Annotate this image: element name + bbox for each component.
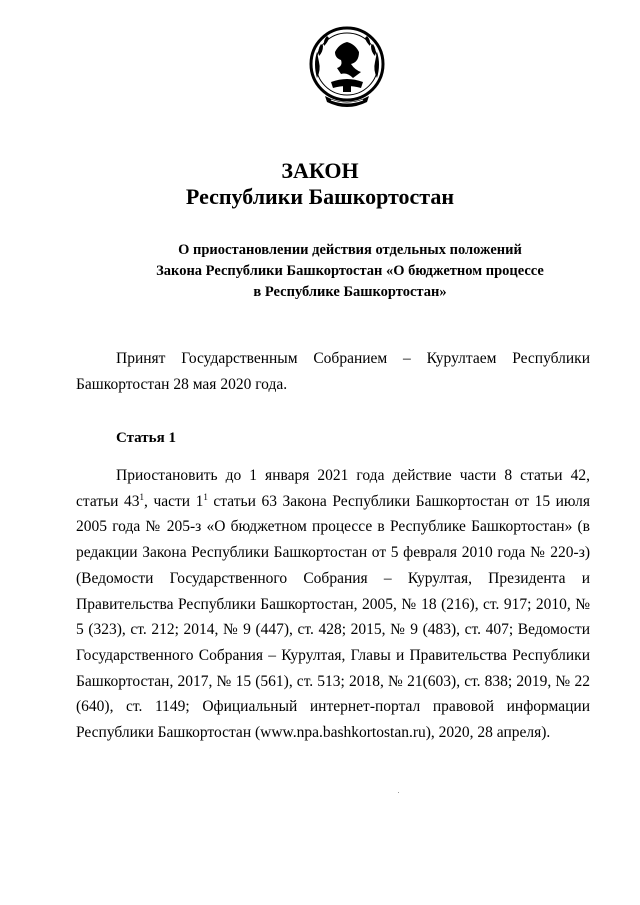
article-body (76, 463, 590, 746)
superscript: 1 (139, 491, 145, 502)
scan-speck (398, 792, 399, 793)
subject-line: в Республике Башкортостан» (253, 284, 447, 300)
article-text: статьи 63 Закона Республики Башкортостан от 15 июля 2005 года № 205-з «О бюджетном процессе в Республике Башкортостан» (в редакции Закона Республики Башкортостан от 5 февраля 2010 года № 220-з) (Ведомости Государственного Собрания – Курултая, Президента и Правительства Республики Башкортостан, 2005, № 18 (216), ст. 917; 2010, № 5 (323), ст. 212; 2014, № 9 (447), ст. 428; 2015, № 9 (483), ст. 407; Ведомости Государственного Собрания – Курултая, Главы и Правительства Республики Башкортостан, 2017, № 15 (561), ст. 513; 2018, № 21(603), ст. 838; 2019, № 22 (640), ст. 1149; Официальный интернет-портал правовой информации Республики Башкортостан (www.npa.bashkortostan.ru), 2020, 28 апреля). (76, 492, 590, 742)
adoption-statement: Принят Государственным Собранием – Курултаем Республики Башкортостан 28 мая 2020 года. (76, 350, 590, 393)
superscript: 1 (203, 491, 208, 502)
document-subtitle: Республики Башкортостан (185, 184, 455, 209)
article-heading: Статья 1 (116, 430, 176, 446)
article-text: Приостановить до 1 января 2021 года действие части 8 статьи 42, статьи 43 (76, 467, 590, 510)
law-subject (100, 240, 600, 303)
bashkortostan-coat-of-arms-icon (307, 22, 387, 122)
article-text: , части 1 (144, 492, 204, 510)
subject-line: О приостановлении действия отдельных положений (178, 242, 522, 258)
document-title: ЗАКОН (281, 158, 359, 183)
subject-line: Закона Республики Башкортостан «О бюджетном процессе (156, 263, 544, 279)
